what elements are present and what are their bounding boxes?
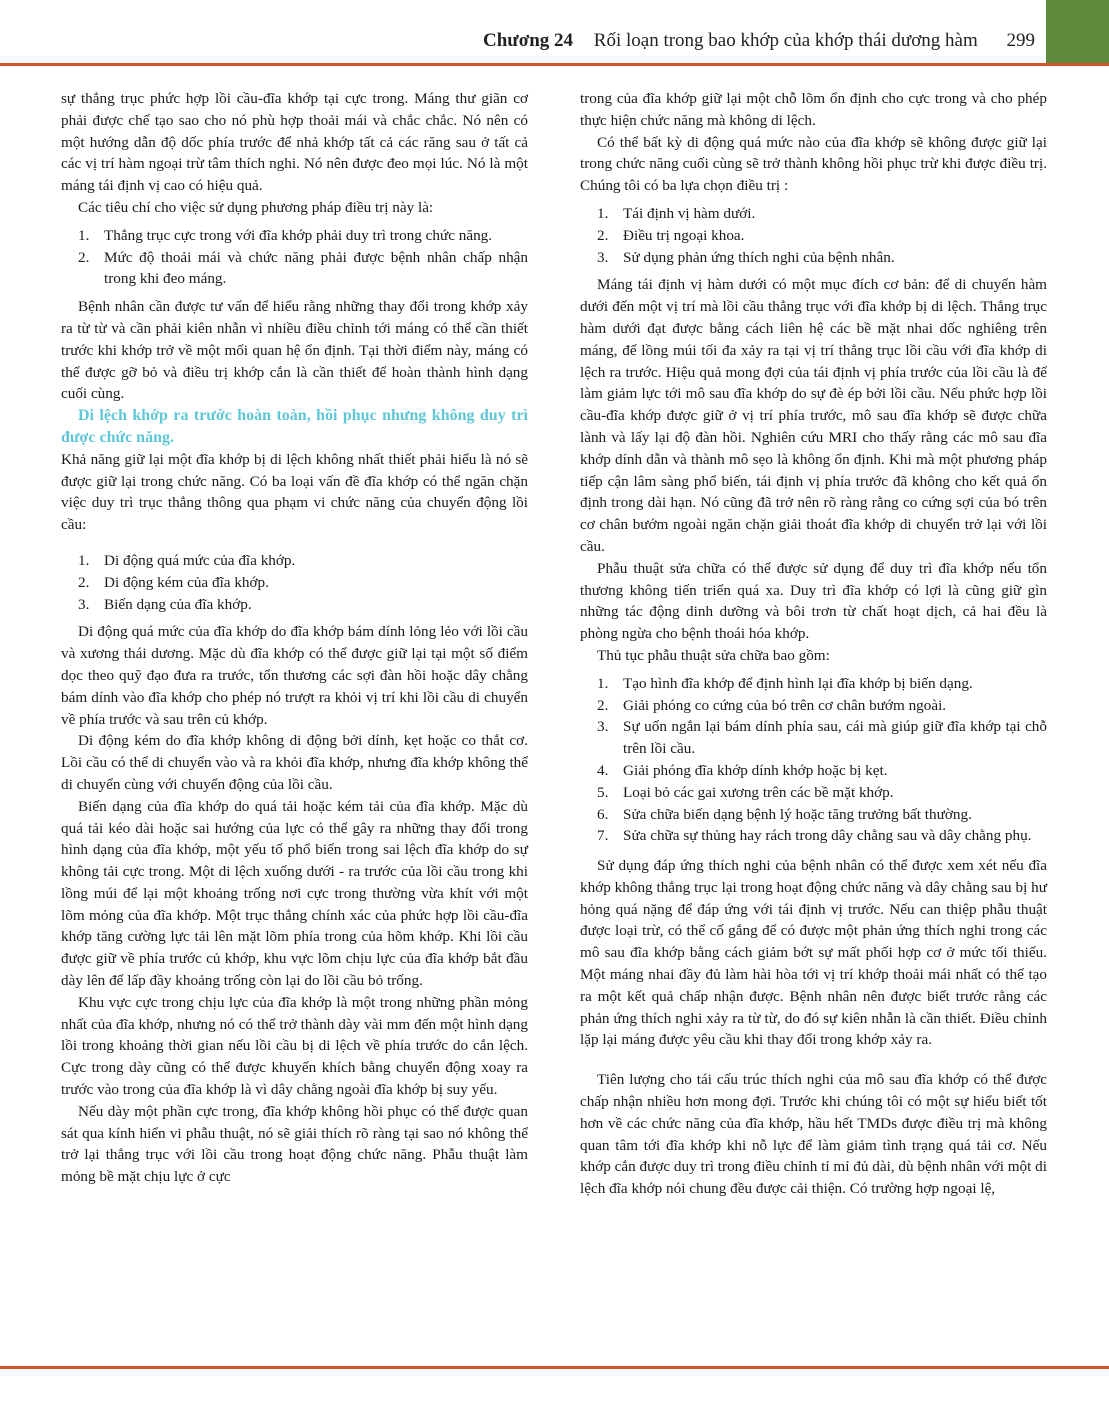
chapter-title: Rối loạn trong bao khớp của khớp thái dương hàm <box>593 30 978 51</box>
right-column <box>580 88 1047 1200</box>
disc-problem-list <box>61 550 528 615</box>
paragraph: Di động quá mức của đĩa khớp do đĩa khớp bám dính lỏng lẻo với lồi cầu và xương thái dương. Mặc dù đĩa khớp có thể được giữ lại tại một số điểm dọc theo quỹ đạo đưa ra trước, tổn thương các sợi đàn hồi hoặc dây chằng bám dính vào đĩa khớp cho phép nó trượt ra khỏi vị trí khi lồi cầu di chuyển về phía trước và sau trên củ khớp. <box>61 623 528 728</box>
paragraph: Bệnh nhân cần được tư vấn để hiểu rằng những thay đổi trong khớp xảy ra từ từ và cần phải kiên nhẫn vì nhiều điều chỉnh tới máng có thể cần thiết trước khi khớp trở về một mối quan hệ ổn định. Tại thời điểm này, máng có thể được gỡ bỏ và điều trị khớp cắn là cần thiết để hoàn thành hình dạng cuối cùng. <box>61 298 528 403</box>
surgical-procedures-list <box>580 673 1047 847</box>
left-column <box>61 88 528 1188</box>
list-item: 1. Di động quá mức của đĩa khớp. <box>78 551 296 569</box>
paragraph: Biến dạng của đĩa khớp do quá tải hoặc kém tải của đĩa khớp. Mặc dù quá tải kéo dài hoặc sai hướng của lực có thể gây ra những thay đổi trong hình dạng của đĩa khớp, một yếu tố phổ biến trong sai lệch đĩa khớp do sự không tải cực trong. Một di lệch xuống dưới - ra trước của lồi cầu trong khi lồng múi để lại một khoảng trống nơi cực trong thường vừa khít với một lõm mỏng của đĩa khớp. Một trục thẳng chính xác của phức hợp lồi cầu-đĩa khớp tăng cường lực tải lên mặt lõm phía trong của hõm khớp. Khi lồi cầu được giữ về phía trước củ khớp, khu vực lõm chịu lực của đĩa khớp bắt đầu dày lên để lấp đầy khoảng trống còn lại do lồi cầu bỏ trống. <box>61 797 528 990</box>
list-item: 3. Sử dụng phản ứng thích nghi của bệnh nhân. <box>597 248 895 266</box>
list-item: 5. Loại bỏ các gai xương trên các bề mặt khớp. <box>597 783 894 801</box>
list-item: 3. Biến dạng của đĩa khớp. <box>78 595 252 613</box>
paragraph: Nếu dày một phần cực trong, đĩa khớp không hồi phục có thể được quan sát qua kính hiển vi phẫu thuật, nó sẽ giải thích rõ ràng tại sao nó không thể trở lại thẳng trục với lồi cầu trong hoạt động chức năng. Phẫu thuật làm mỏng bề mặt chịu lực ở cực <box>61 1102 528 1186</box>
list-item: 2. Giải phóng co cứng của bó trên cơ chân bướm ngoài. <box>597 696 947 714</box>
chapter-label: Chương 24 <box>483 30 574 51</box>
treatment-options-list <box>580 203 1047 268</box>
list-item: 3. Sự uốn ngắn lại bám dính phía sau, cái mà giúp giữ đĩa khớp tại chỗ trên lồi cầu. <box>597 718 1047 758</box>
paragraph: Tiên lượng cho tái cấu trúc thích nghi của mô sau đĩa khớp có thể được chấp nhận nhiều hơn mong đợi. Trước khi chúng tôi có một sự hiểu biết tốt hơn về các chức năng của đĩa khớp, hầu hết TMDs được điều trị mà không quan tâm tới đĩa khớp khi nỗ lực để làm giảm tình trạng quá tải cơ. Nếu khớp cắn được duy trì trong điều chỉnh tỉ mỉ đủ dài, dù bệnh nhân với một di lệch đĩa khớp nói chung đều được cải thiện. Có trường hợp ngoại lệ, <box>580 1071 1047 1198</box>
list-item: 2. Di động kém của đĩa khớp. <box>78 573 269 591</box>
list-item: 4. Giải phóng đĩa khớp dính khớp hoặc bị kẹt. <box>597 761 888 779</box>
paragraph: Di động kém do đĩa khớp không di động bởi dính, kẹt hoặc co thắt cơ. Lồi cầu có thể di chuyển vào và ra khỏi đĩa khớp, nhưng đĩa khớp không thể di chuyển cùng với chuyển động của lồi cầu. <box>61 732 528 793</box>
page-header <box>0 0 1109 66</box>
paragraph: Có thể bất kỳ di động quá mức nào của đĩa khớp sẽ không được giữ lại trong chức năng cuối cùng sẽ trở thành không hồi phục trừ khi được điều trị. Chúng tôi có ba lựa chọn điều trị : <box>580 133 1047 195</box>
paragraph: Sử dụng đáp ứng thích nghi của bệnh nhân có thể được xem xét nếu đĩa khớp không thẳng trục lại trong hoạt động chức năng và dây chằng sau bị hư hỏng quá nặng để đáp ứng với tái định vị trước. Nếu can thiệp phẫu thuật được loại trừ, có thể cố gắng để có được một phản ứng thích nghi trong các mô sau đĩa khớp bằng cách giảm bớt sự mất phối hợp cơ ở mức tối thiểu. Một máng nhai đầy đủ làm hài hòa tới vị trí khớp thoải mái nhất có thể tạo ra một kết quả chấp nhận được. Bệnh nhân nên được biết trước rằng các phản ứng thích nghi xảy ra từ từ, do đó sự kiên nhẫn là cần thiết. Điều chỉnh lặp lại máng được yêu cầu khi thay đổi trong khớp xảy ra. <box>580 857 1047 1049</box>
paragraph: Thủ tục phẫu thuật sửa chữa bao gồm: <box>597 646 830 664</box>
list-item: 2. Điều trị ngoại khoa. <box>597 226 745 244</box>
section-heading: Di lệch khớp ra trước hoàn toàn, hồi phục nhưng không duy trì được chức năng. <box>61 407 528 446</box>
running-header <box>483 30 1035 52</box>
list-item: 1. Tạo hình đĩa khớp để định hình lại đĩa khớp bị biến dạng. <box>597 674 973 692</box>
footer-rule <box>0 1366 1109 1369</box>
list-item: 2. Mức độ thoải mái và chức năng phải được bệnh nhân chấp nhận trong khi đeo máng. <box>78 248 528 288</box>
page-number: 299 <box>1006 30 1035 51</box>
paragraph: Phẫu thuật sửa chữa có thể được sử dụng để duy trì đĩa khớp nếu tổn thương không tiến triển quá xa. Duy trì đĩa khớp có lợi là cũng giữ gìn những tác động dinh dưỡng và bôi trơn từ chất hoạt dịch, cả hai đều là phòng ngừa cho bệnh thoái hóa khớp. <box>580 559 1047 643</box>
paragraph: Các tiêu chí cho việc sử dụng phương pháp điều trị này là: <box>78 198 434 216</box>
header-rule <box>0 63 1109 66</box>
paragraph: Khu vực cực trong chịu lực của đĩa khớp là một trong những phần mỏng nhất của đĩa khớp, nhưng nó có thể trở thành dày vài mm đến một hình dạng lồi trong khoảng thời gian nếu lồi cầu bị di lệch về phía trước do cắn lệch. Cực trong dày cũng có thể được khuyến khích bằng chuyển động xoay ra trước vào trong của đĩa khớp là vì dây chằng ngoài đĩa khớp bị suy yếu. <box>61 993 528 1099</box>
paragraph: Khả năng giữ lại một đĩa khớp bị di lệch không nhất thiết phải hiểu là nó sẽ được giữ lại trong chức năng. Có ba loại vấn đề đĩa khớp có thể ngăn chặn việc duy trì trục thẳng thông qua phạm vi chức năng của chuyển động lồi cầu: <box>61 450 528 534</box>
criteria-list <box>61 225 528 290</box>
paragraph: Máng tái định vị hàm dưới có một mục đích cơ bản: để di chuyển hàm dưới đến một vị trí mà lồi cầu thẳng trục với đĩa khớp bị di lệch. Thẳng trục hàm dưới đạt được bằng cách liên hệ các bề mặt nhai dốc nghiêng trên máng, để lồng múi tối đa xảy ra tại vị trí thẳng trục lồi cầu với đĩa khớp di lệch ra trước. Hiệu quả mong đợi của tái định vị phía trước của lồi cầu là để làm giảm lực tới mô sau đĩa khớp do sự đè ép bởi lồi cầu. Nếu phức hợp lồi cầu-đĩa khớp được giữ ở vị trí phía trước, mô sau đĩa khớp sẽ được chữa lành và lấy lại độ đàn hồi. Nghiên cứu MRI cho thấy rằng các mô sau đĩa khớp dính dẫn và thành mô sẹo là không ổn định. Khi mà một phương pháp tiếp cận lâm sàng phổ biến, tái định vị phía trước đã không cho kết quả ổn định trong dài hạn. Nó cũng đã trở nên rõ ràng rằng co cứng sợi của bó trên cơ chân bướm ngoài ngăn chặn giải thoát đĩa khớp di chuyển trở lại với lồi cầu. <box>580 276 1047 555</box>
list-item: 7. Sửa chữa sự thủng hay rách trong dây chằng sau và dây chằng phụ. <box>597 827 1032 845</box>
paragraph: trong của đĩa khớp giữ lại một chỗ lõm ổn định cho cực trong và cho phép thực hiện chức năng mà không di lệch. <box>580 90 1047 129</box>
chapter-color-tab <box>1046 0 1109 63</box>
list-item: 1. Thẳng trục cực trong với đĩa khớp phải duy trì trong chức năng. <box>78 226 493 244</box>
list-item: 1. Tái định vị hàm dưới. <box>597 204 756 222</box>
paragraph: sự thẳng trục phức hợp lồi cầu-đĩa khớp tại cực trong. Máng thư giãn cơ phải được chế tạo sao cho nó phù hợp thoải mái và chắc chắc. Nó nên có một hướng dẫn độ dốc phía trước để nhả khớp tất cả các răng sau ở tất cả các vị trí hàm ngoại trừ tâm thích nghi. Nó nên được đeo mọi lúc. Nó là một máng tái định vị cao có hiệu quả. <box>61 90 528 195</box>
list-item: 6. Sửa chữa biến dạng bệnh lý hoặc tăng trưởng bất thường. <box>597 805 972 823</box>
